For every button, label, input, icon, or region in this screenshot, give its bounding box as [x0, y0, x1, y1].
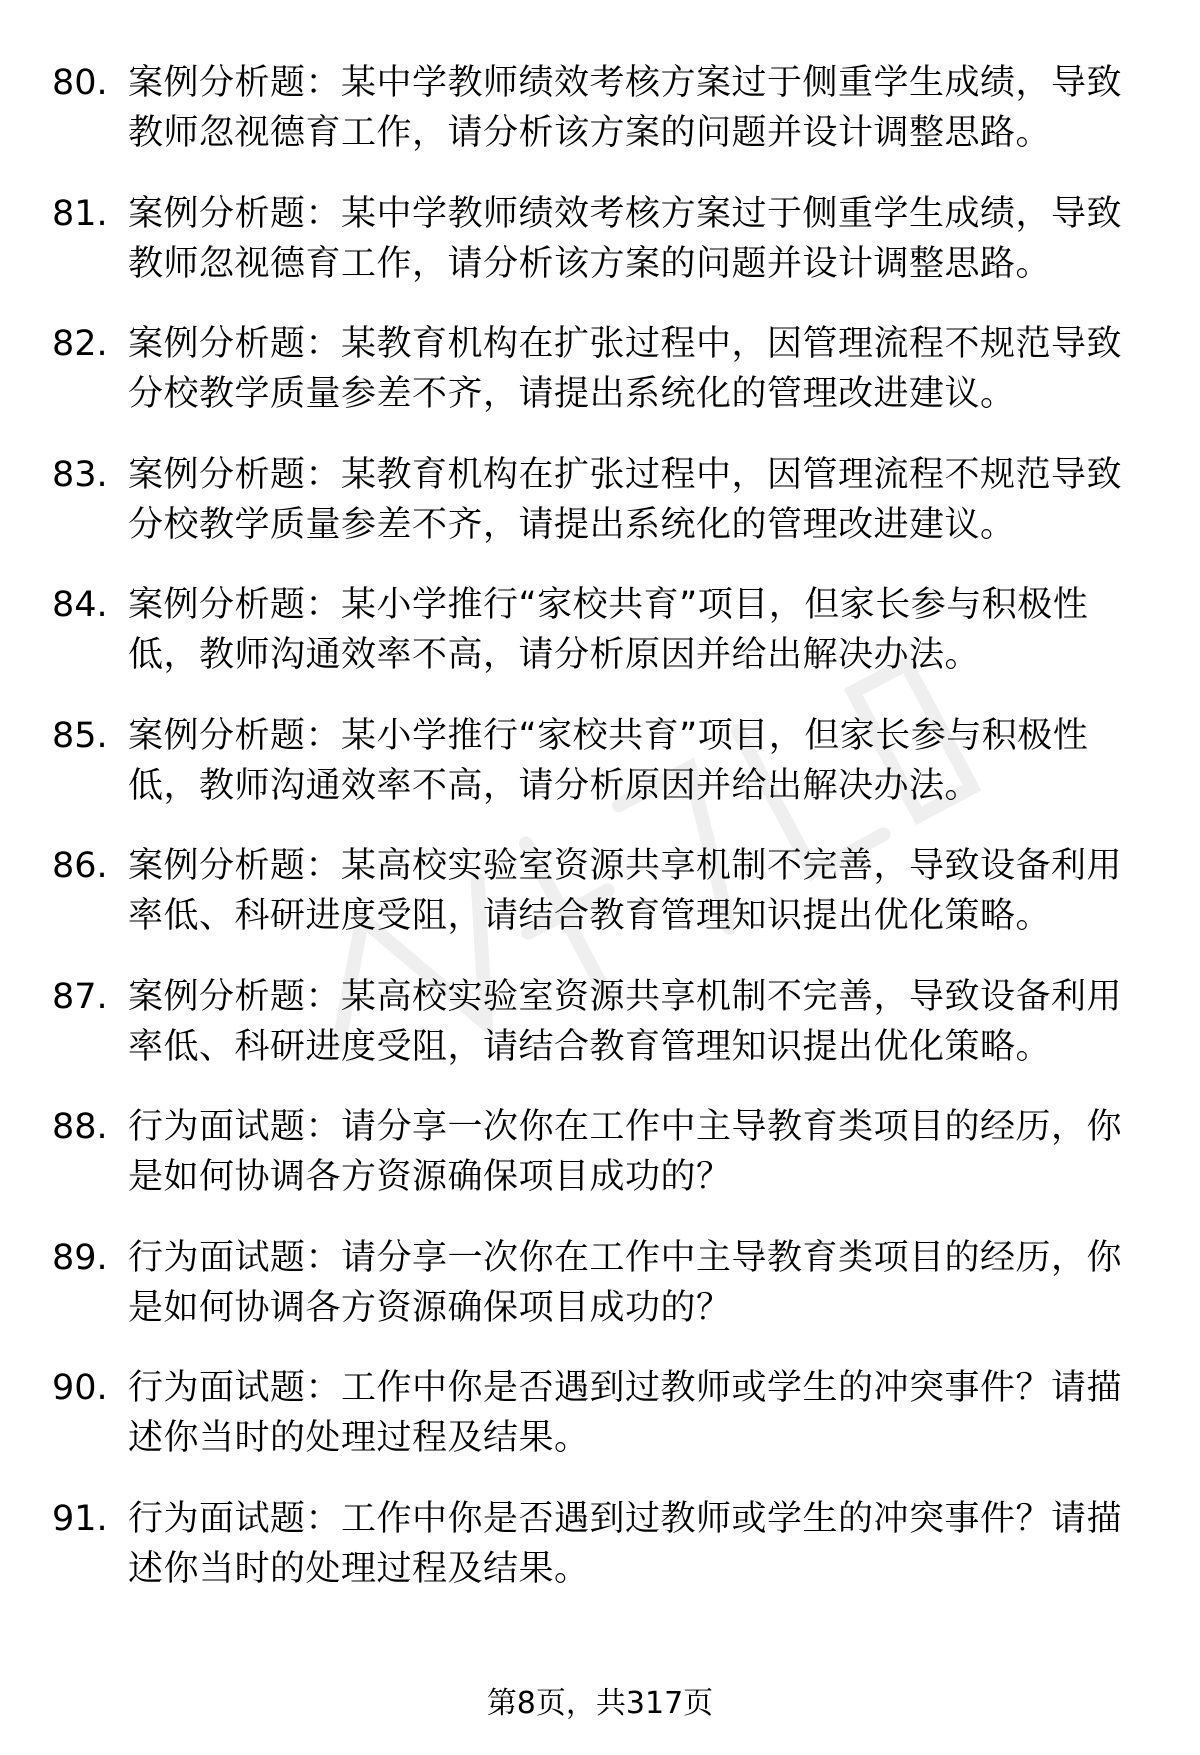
question-item-91: [0, 1494, 1200, 1625]
question-text: 行为面试题：请分享一次你在工作中主导教育类项目的经历，你 是如何协调各方资源确保项目成功的？: [128, 1237, 1123, 1328]
question-item-86: [0, 841, 1200, 972]
question-number: 85.: [52, 715, 108, 756]
question-text: 行为面试题：请分享一次你在工作中主导教育类项目的经历，你 是如何协调各方资源确保项目成功的？: [128, 1107, 1123, 1197]
question-item-80: [0, 58, 1200, 189]
question-item-84: [0, 580, 1200, 711]
question-number: 80.: [52, 63, 108, 103]
question-text: 行为面试题：工作中你是否遇到过教师或学生的冲突事件？请描 述你当时的处理过程及结果。: [128, 1368, 1123, 1458]
question-text: 案例分析题：某高校实验室资源共享机制不完善，导致设备利用 率低、科研进度受阻，请结合教育管理知识提出优化策略。: [128, 846, 1123, 936]
question-text: 案例分析题：某小学推行“家校共育”项目，但家长参与积极性 低，教师沟通效率不高，请分析原因并给出解决办法。: [128, 715, 1089, 806]
question-number: 81.: [52, 193, 108, 234]
question-text: 案例分析题：某高校实验室资源共享机制不完善，导致设备利用 率低、科研进度受阻，请结合教育管理知识提出优化策略。: [128, 976, 1123, 1067]
question-item-88: [0, 1102, 1200, 1233]
question-item-83: [0, 450, 1200, 581]
page-footer: [0, 1684, 1200, 1724]
question-text: 行为面试题：工作中你是否遇到过教师或学生的冲突事件？请描 述你当时的处理过程及结果。: [128, 1498, 1123, 1589]
question-number: 86.: [52, 846, 108, 886]
question-text: 案例分析题：某小学推行“家校共育”项目，但家长参与积极性 低，教师沟通效率不高，请分析原因并给出解决办法。: [128, 585, 1089, 675]
question-item-89: [0, 1233, 1200, 1364]
question-number: 84.: [52, 585, 108, 625]
question-item-90: [0, 1363, 1200, 1494]
question-number: 91.: [52, 1498, 108, 1539]
question-number: 88.: [52, 1107, 108, 1147]
question-text: 案例分析题：某教育机构在扩张过程中，因管理流程不规范导致 分校教学质量参差不齐，请提出系统化的管理改进建议。: [128, 454, 1123, 545]
question-number: 82.: [52, 324, 108, 364]
question-number: 87.: [52, 976, 108, 1017]
question-item-81: [0, 189, 1200, 320]
page-number-label: 第8页，共317页: [486, 1686, 714, 1721]
question-number: 90.: [52, 1368, 108, 1408]
question-text: 案例分析题：某中学教师绩效考核方案过于侧重学生成绩，导致 教师忽视德育工作，请分析该方案的问题并设计调整思路。: [128, 193, 1123, 284]
question-item-87: [0, 972, 1200, 1103]
question-number: 89.: [52, 1237, 108, 1278]
question-text: 案例分析题：某中学教师绩效考核方案过于侧重学生成绩，导致 教师忽视德育工作，请分析该方案的问题并设计调整思路。: [128, 63, 1123, 153]
question-item-82: [0, 319, 1200, 450]
question-list: [0, 58, 1200, 1624]
question-item-85: [0, 711, 1200, 842]
question-text: 案例分析题：某教育机构在扩张过程中，因管理流程不规范导致 分校教学质量参差不齐，请提出系统化的管理改进建议。: [128, 324, 1123, 414]
question-number: 83.: [52, 454, 108, 495]
